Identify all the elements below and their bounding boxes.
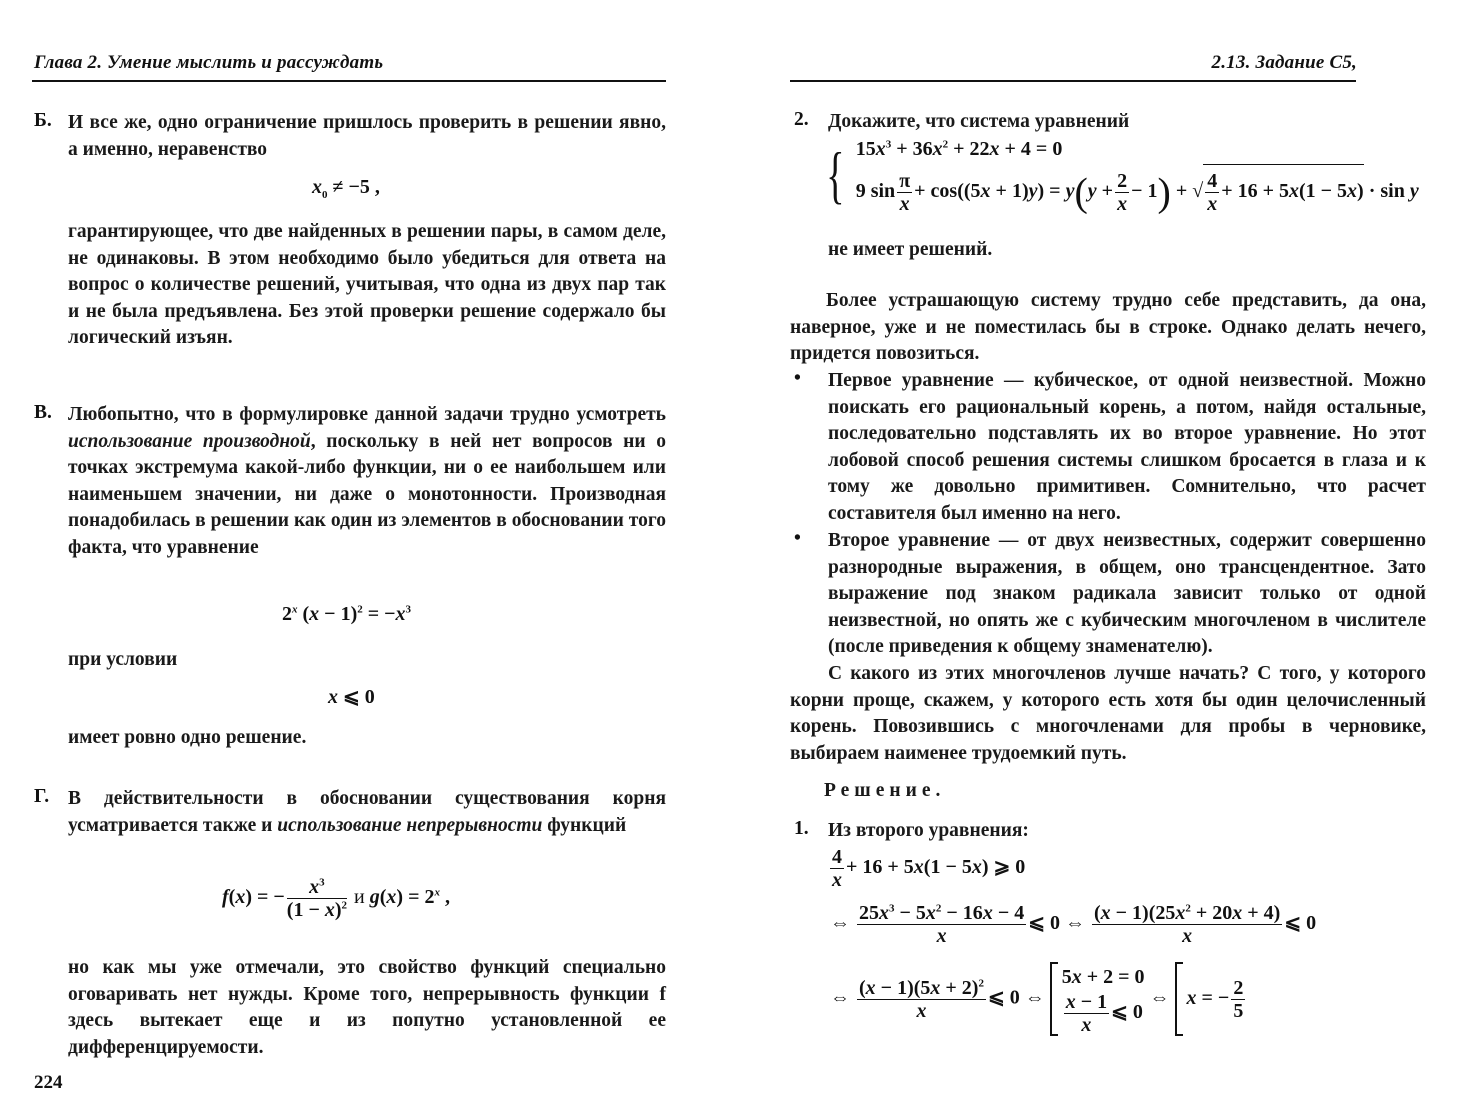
bullet-text-2: Второе уравнение — от двух неизвестных, содержит совершенно разнородные выражения, в общем, оно трансцендентное. Зато выражение под знаком радикала зависит только от одной неизвестной, но опять же с кубическим многочленом в числителе (после приведения к общему знаменателю).: [828, 530, 1426, 657]
formula-f-and-g: f(x) = − $\frac{x^3}{(1 - x)^2}$ и $g(x) = 2^x$ ,: [222, 876, 450, 921]
bullet-icon-2: •: [794, 528, 801, 549]
section-v-text-1a: Любопытно, что в формулировке данной задачи трудно усмотреть: [68, 404, 666, 425]
system-brace-icon: {: [826, 139, 845, 211]
equiv-icon: ⇔: [1024, 986, 1045, 1009]
system-equation-1: $15x^3 + 36x^2 + 22x + 4 = 0$: [855, 138, 1063, 160]
section-marker-b: Б.: [34, 110, 52, 131]
step-line-2: ⇔ $\frac{25x^3 - 5x^2 - 16x - 4}{x}$ ⩽ 0 ⇔ $\frac{(x - 1)(25x^2 + 20x + 4)}{x}$ ⩽ 0: [830, 902, 1317, 947]
problem-intro: Докажите, что система уравнений: [828, 111, 1130, 132]
section-g-text-1b: функций: [542, 814, 627, 836]
bracket-line-2: $\frac{x - 1}{x}$ ⩽ 0: [1065, 990, 1143, 1036]
step-label: Из второго уравнения:: [828, 820, 1029, 841]
section-g-text-2: но как мы уже отмечали, это свойство функций специально оговаривать нет нужды. Кроме того, непрерывность функции f здесь вытекает еще и из попутно установленной ее дифференцируемости.: [68, 957, 666, 1058]
paragraph-2: С какого из этих многочленов лучше начать? С того, у которого корни проще, скажем, у которого есть хотя бы один целочисленный корень. Повозившись с многочленами для пробы в черновике, выбираем наименее трудоемкий путь.: [790, 663, 1426, 764]
section-b-text-1: И все же, одно ограничение пришлось проверить в решении явно, а именно, неравенство: [68, 112, 666, 160]
equiv-icon: ⇔: [830, 986, 850, 1009]
section-v-text-3: имеет ровно одно решение.: [68, 727, 307, 748]
formula-x0-neq: $x_0 \ne -5$ ,: [312, 176, 380, 201]
equiv-icon: ⇔: [1064, 912, 1085, 935]
system-equation-2: 9 sin $\frac{\pi}{x}$ + cos((5x + 1)y) = y(y + $\frac{2}{x}$ − 1) + √ $\frac{4}{x}$ + 16 + 5x(1 − 5x) · sin y: [856, 164, 1419, 216]
equiv-icon: ⇔: [1149, 986, 1170, 1009]
bullet-text-1: Первое уравнение — кубическое, от одной неизвестной. Можно поискать его рациональный корень, а потом, найдя остальные, последовательно подставлять их во второе уравнение. Но этот лобовой способ решения системы слишком бросается в глаза и к тому же довольно примитивен. Сомнительно, что расчет составителя был именно на него.: [828, 370, 1426, 524]
section-v-text-1: [68, 402, 666, 561]
section-marker-v: В.: [34, 402, 52, 423]
formula-condition: x ⩽ 0: [328, 686, 375, 708]
solution-heading: Решение.: [824, 780, 946, 801]
paragraph-1: Более устрашающую систему трудно себе представить, да она, наверное, уже и не поместилась бы в строке. Однако делать нечего, придется повозиться.: [790, 290, 1426, 364]
equation-system: [820, 134, 1419, 216]
formula-join-word: и: [354, 886, 365, 909]
section-b-text-2: гарантирующее, что две найденных в решении пары, в самом деле, не одинаковы. В этом необходимо было убедиться для ответа на вопрос о количестве решений, учитывая, что одна из двух пар так и не была предъявлена. Без этой проверки решение содержало бы логический изъян.: [68, 221, 666, 348]
section-v-text-1b: , поскольку в ней нет вопросов ни о точках экстремума какой-либо функции, ни о ее наибольшем или наименьшем значении, ни даже о монотонности. Производная понадобилась в решении как один из элементов в обосновании того факта, что уравнение: [68, 430, 667, 558]
header-rule-right: [790, 80, 1356, 82]
problem-number: 2.: [794, 109, 809, 130]
section-g-emphasis: использование непрерывности: [277, 814, 543, 836]
right-page: [780, 0, 1469, 1086]
left-page: [0, 0, 690, 1093]
section-g-text-1: [68, 786, 666, 839]
step-line-3: ⇔ $\frac{(x - 1)(5x + 2)^2}{x}$ ⩽ 0 ⇔ 5x + 2 = 0 $\frac{x - 1}{x}$ ⩽ 0 ⇔ x = − $\frac{2}{5}$: [830, 962, 1247, 1036]
set-bracket-icon: [1050, 962, 1058, 1036]
bullet-icon-1: •: [794, 368, 801, 389]
section-v-text-2: при условии: [68, 649, 178, 670]
header-rule-left: [32, 80, 666, 82]
page-number-left: 224: [34, 1072, 63, 1093]
section-g-text-1a: В действительности в обосновании существования корня усматривается также и: [68, 788, 666, 836]
bracket-line-1: 5x + 2 = 0: [1061, 965, 1145, 988]
step-number: 1.: [794, 818, 809, 839]
formula-equation-2x: 2$^x$ $(x - 1)^2 = -x^3$: [282, 603, 412, 625]
step-line-1: $\frac{4}{x}$ + 16 + 5x(1 − 5x) ⩾ 0: [832, 846, 1026, 891]
problem-outro: не имеет решений.: [828, 239, 993, 260]
set-bracket-icon: [1175, 962, 1183, 1036]
section-marker-g: Г.: [34, 786, 50, 807]
section-v-emphasis: использование производной: [68, 430, 311, 452]
running-head-left: Глава 2. Умение мыслить и рассуждать: [34, 52, 384, 73]
running-head-right: 2.13. Задание С5,: [1211, 52, 1357, 73]
equiv-icon: ⇔: [830, 912, 850, 935]
bracket-result: x = − $\frac{2}{5}$: [1186, 976, 1244, 1022]
